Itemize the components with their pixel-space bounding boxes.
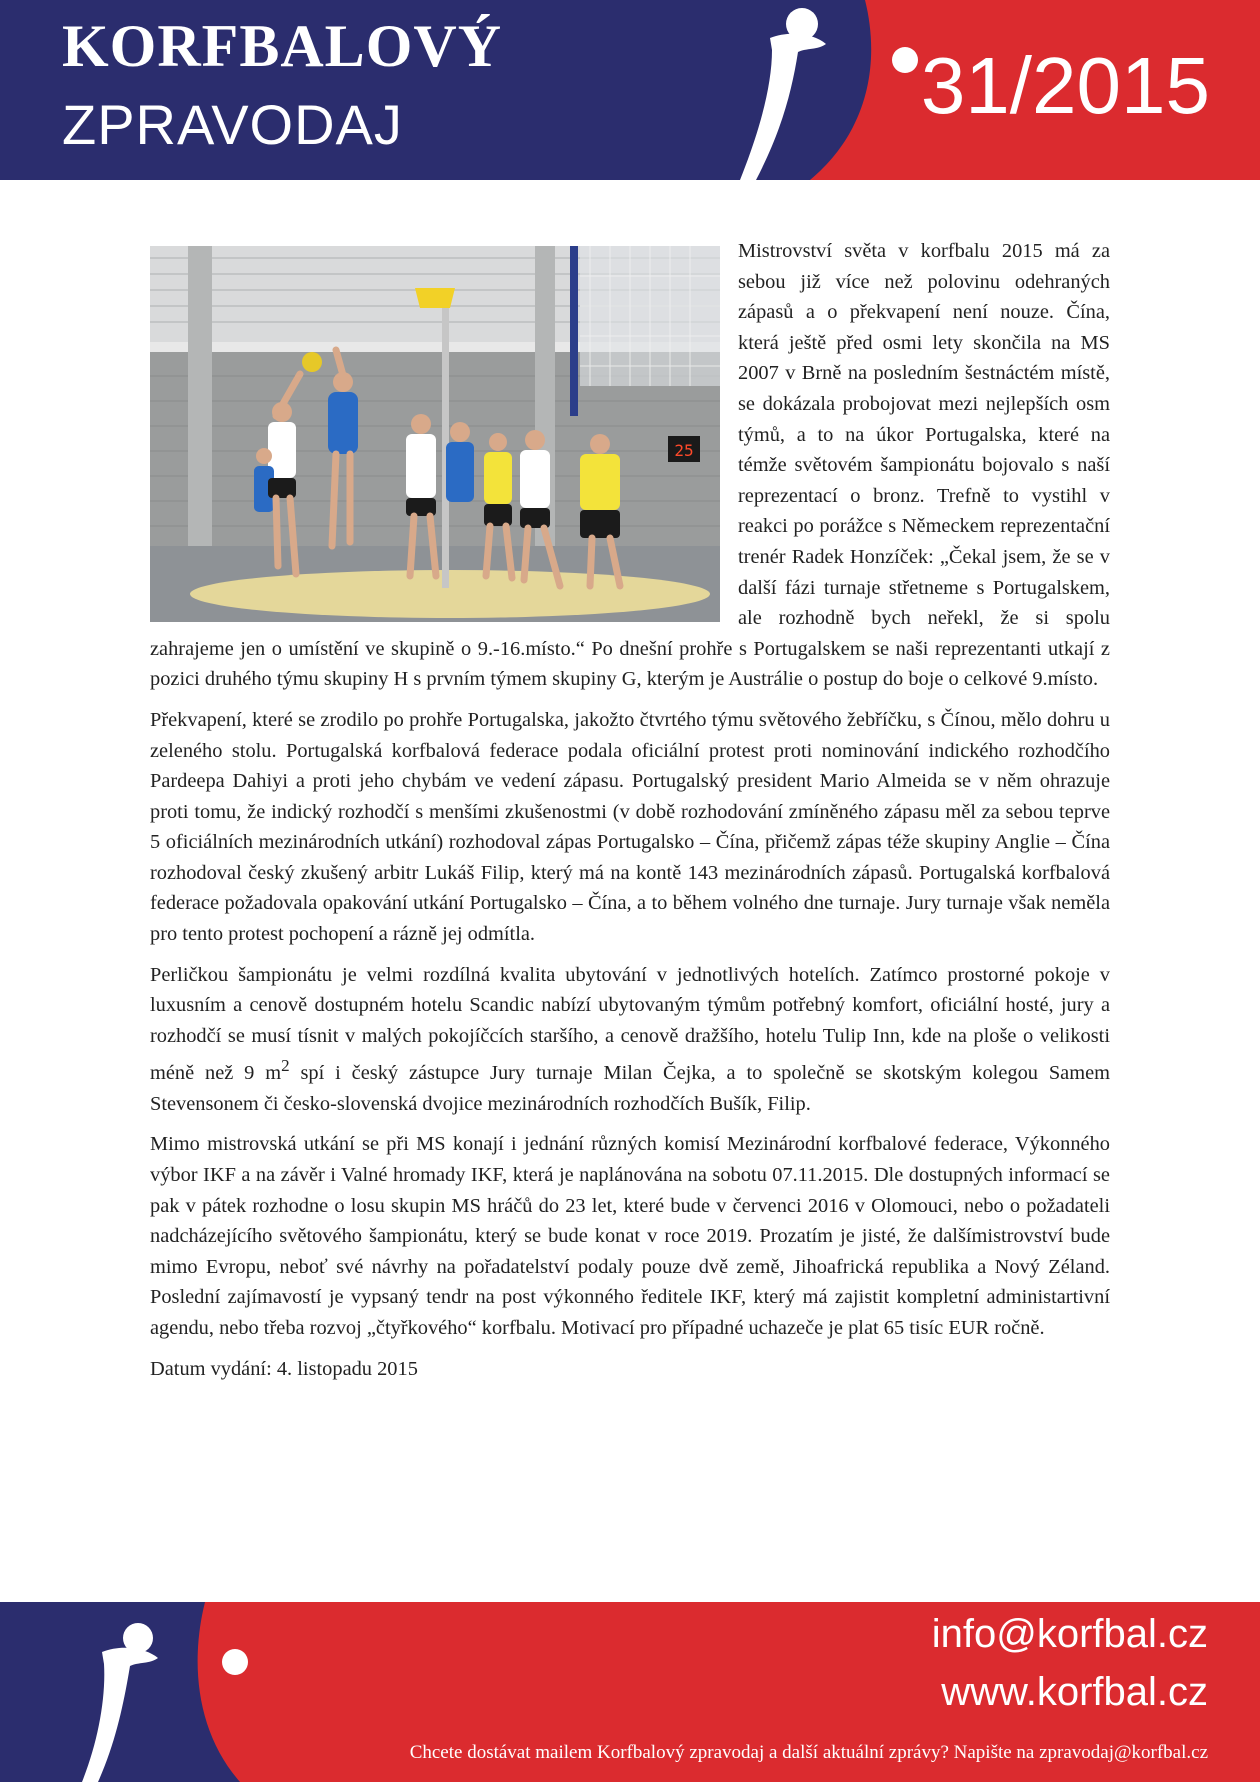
issue-number: 31/2015	[920, 41, 1210, 130]
article-paragraph: Mimo mistrovská utkání se při MS konají i jednání různých komisí Mezinárodní korfbalové federace, Výkonného výbor IKF a na závěr i Valné hromady IKF, která je naplánována na sobotu 07.11.2015. Dle dostupných informací se pak v pátek rozhodne o losu skupin MS hráčů do 23 let, které bude v červenci 2016 v Olomouci, nebo o požadateli nadcházejícího světového šampionátu, který se bude konat v roce 2019. Prozatím je jisté, že dalšímistrovství bude mimo Evropu, neboť své návrhy na pořadatelství podaly pouze dvě země, Jihoafrická republika a Nový Zéland. Poslední zajímavostí je vypsaný tendr na post výkonného ředitele IKF, který má zajistit kompletní administartivní agendu, nebo třeba rozvoj „čtyřkového“ korfbalu. Motivací pro případné uchazeče je plat 65 tisíc EUR ročně.	[150, 1133, 1110, 1339]
article-body	[150, 236, 1110, 1394]
korfball-match-photo	[150, 246, 720, 622]
superscript-two: 2	[281, 1056, 290, 1076]
article-paragraph: Perličkou šampionátu je velmi rozdílná kvalita ubytování v jednotlivých hotelích. Zatímco prostorné pokoje v luxusním a cenově dostupném hotelu Scandic nabízí ubytovaným týmům potřebný komfort, oficiální hosté, jury a rozhodčí se musí tísnit v malých pokojíčcích staršího, a cenově dražšího, hotelu Tulip Inn, kde na ploše o velikosti méně než 9 $m^2$ spí i český zástupce Jury turnaje Milan Čejka, a to společně se skotským kolegou Samem Stevensonem či česko-slovenská dvojice mezinárodních rozhodčích Bušík, Filip.	[150, 963, 1110, 1115]
footer-banner	[0, 1602, 1260, 1782]
article-paragraph: Překvapení, které se zrodilo po prohře Portugalska, jakožto čtvrtého týmu světového žebříčku, s Čínou, mělo dohru u zeleného stolu. Portugalská korfbalová federace podala oficiální protest proti nominování indického rozhodčího Pardeepa Dahiyi a proti jeho chybám ve vedení zápasu. Portugalský president Mario Almeida se v něm ohrazuje proti tomu, že indický rozhodčí s menšími zkušenostmi (v době rozhodování zmíněného zápasu měl za sebou teprve 5 oficiálních mezinárodních utkání) rozhodoval zápas Portugalsko – Čína, přičemž zápas téže skupiny Anglie – Čína rozhodoval český zkušený arbitr Lukáš Filip, který má na kontě 143 mezinárodních zápasů. Portugalská korfbalová federace požadovala opakování utkání Portugalsko – Čína, a to během volného dne turnaje. Jury turnaje však neměla pro tento protest pochopení a rázně jej odmítla.	[150, 708, 1110, 946]
scoreboard-value: 25	[674, 441, 694, 460]
masthead	[0, 0, 1260, 180]
publication-date: Datum vydání: 4. listopadu 2015	[150, 1357, 418, 1380]
contact-email[interactable]: info@korfbal.cz	[931, 1612, 1208, 1656]
article-paragraph: Mistrovství světa v korfbalu 2015 má za sebou již více než polovinu odehraných zápasů a o překvapení není nouze. Čína, která ještě před osmi lety skončila na MS 2007 v Brně na posledním šestnáctém místě, se dokázala probojovat mezi nejlepších osm týmů, a to na úkor Portugalska, které na témže světovém šampionátu bojovalo s naší reprezentací o bronz. Trefně to vystihl v reakci po porážce s Německem reprezentační trenér Radek Honzíček: „Čekal jsem, že se v další fázi turnaje střetneme s Portugalskem, ale rozhodně bych neřekl, že si spolu zahrajeme jen o umístění ve skupině o 9.-16.místo.“ Po dnešní prohře s Portugalskem se naši reprezentanti utkají z pozici druhého týmu skupiny H s prvním týmem skupiny G, kterým je Austrálie o postup do boje o celkové 9.místo.	[150, 240, 1110, 691]
newsletter-call-to-action: Chcete dostávat mailem Korfbalový zpravodaj a další aktuální zprávy? Napište na zpravodaj@korfbal.cz	[409, 1742, 1208, 1763]
masthead-title: KORFBALOVÝ	[62, 13, 503, 79]
masthead-subtitle: ZPRAVODAJ	[62, 93, 403, 156]
website-link[interactable]: www.korfbal.cz	[941, 1670, 1208, 1714]
